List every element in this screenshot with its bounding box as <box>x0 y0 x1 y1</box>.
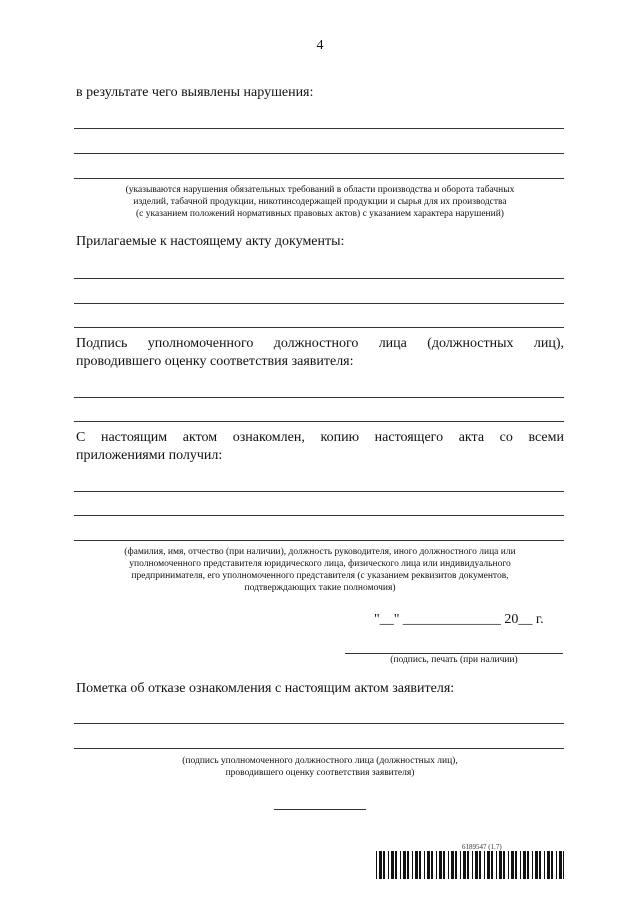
violations-line-3 <box>74 178 564 179</box>
official-signature-label: Подпись уполномоченного должностного лица (должностных лиц), проводившего оценку соответствия заявителя: <box>76 336 564 369</box>
attached-line-2 <box>74 303 564 304</box>
acquainted-caption: (фамилия, имя, отчество (при наличии), должность руководителя, иного должностного лица или уполномоченного представителя юридического лица, физического лица или индивидуального предпринимателя, его уполномоченного представителя (с указанием реквизитов документов, подтверждающих такие полномочия) <box>124 547 516 593</box>
violations-line-2 <box>74 153 564 154</box>
acquainted-line-2 <box>74 515 564 516</box>
attached-line-3 <box>74 327 564 328</box>
attached-line-1 <box>74 278 564 279</box>
violations-caption: (указываются нарушения обязательных требований в области производства и оборота табачных изделий, табачной продукции, никотинсодержащей продукции и сырья для их производства (с указанием положений нормативных правовых актов) с указанием характера нарушений) <box>125 185 515 219</box>
page-number: 4 <box>316 38 324 53</box>
refusal-line-1 <box>74 723 564 724</box>
acquainted-line-3 <box>74 540 564 541</box>
end-line <box>274 809 366 810</box>
official-signature-line-1 <box>74 397 564 398</box>
acquainted-label: С настоящим актом ознакомлен, копию настоящего акта со всеми приложениями получил: <box>76 430 564 463</box>
document-code: 6189547 (1.7) <box>462 843 502 851</box>
applicant-signature-caption: (подпись, печать (при наличии) <box>390 655 518 665</box>
refusal-caption: (подпись уполномоченного должностного лица (должностных лиц), проводившего оценку соответствия заявителя) <box>182 756 458 778</box>
refusal-label: Пометка об отказе ознакомления с настоящим актом заявителя: <box>76 681 455 696</box>
refusal-line-2 <box>74 748 564 749</box>
violations-label: в результате чего выявлены нарушения: <box>76 85 314 100</box>
attached-documents-label: Прилагаемые к настоящему акту документы: <box>76 234 345 249</box>
violations-line-1 <box>74 128 564 129</box>
official-signature-line-2 <box>74 421 564 422</box>
barcode-icon <box>376 851 564 879</box>
date-field: "__" ______________ 20__ г. <box>374 612 544 627</box>
applicant-signature-line <box>345 653 563 654</box>
acquainted-line-1 <box>74 491 564 492</box>
